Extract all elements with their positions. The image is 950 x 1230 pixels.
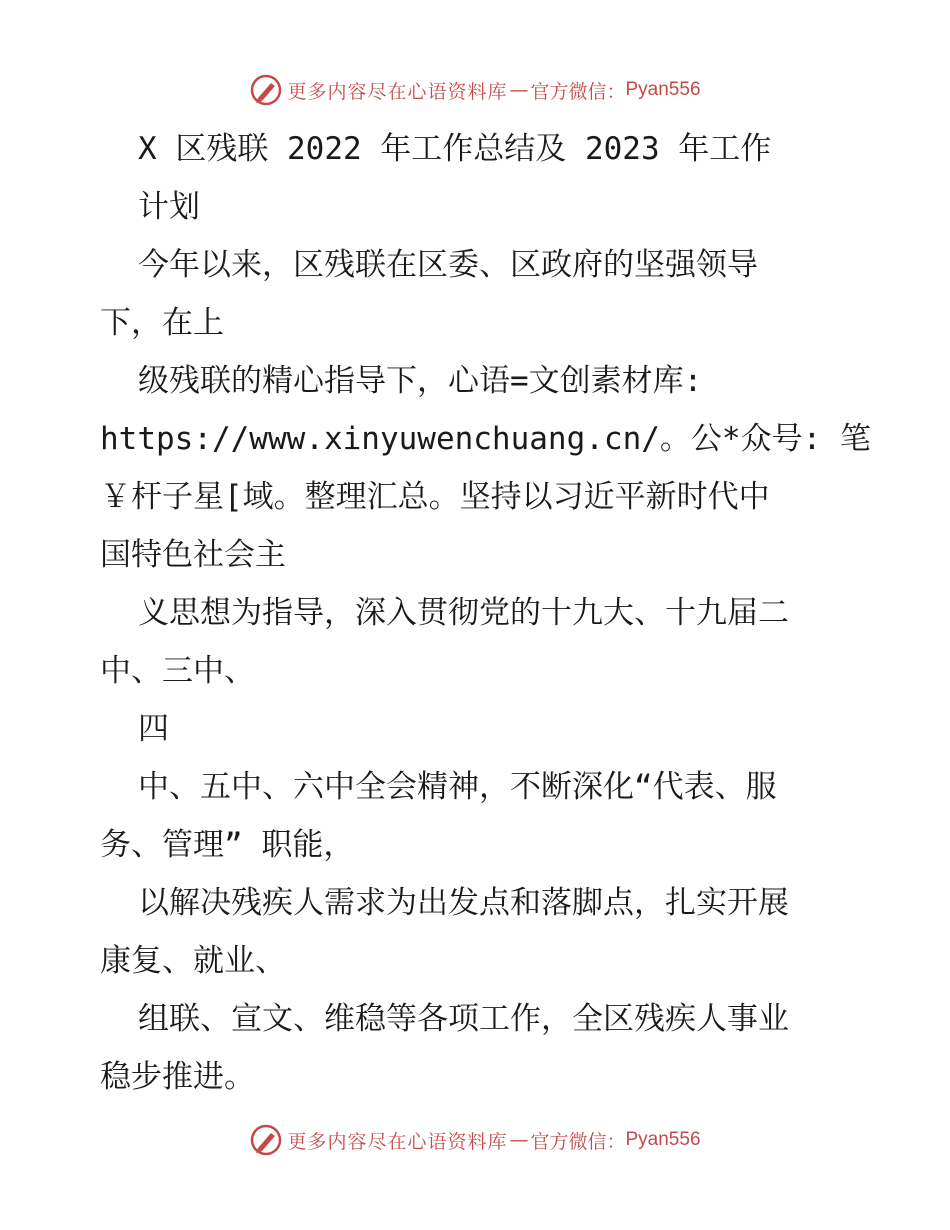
document-title-line: X 区残联 2022 年工作总结及 2023 年工作 [138, 131, 772, 167]
watermark-handle: Pyan556 [625, 1129, 701, 1150]
paragraph-line: 务、管理” 职能， [100, 827, 355, 863]
watermark-handle: Pyan556 [625, 79, 701, 100]
paragraph-line: 级残联的精心指导下，心语=文创素材库: [138, 363, 703, 399]
paragraph-line: 义思想为指导，深入贯彻党的十九大、十九届二 [138, 595, 789, 631]
watermark-text: 更多内容尽在心语资料库 [287, 80, 508, 103]
pen-logo-icon [249, 1123, 283, 1157]
paragraph-line: 下，在上 [100, 305, 224, 341]
watermark-contact: 官方微信： [530, 80, 626, 103]
paragraph-line: 今年以来，区残联在区委、区政府的坚强领导 [138, 247, 758, 283]
paragraph-line: 国特色社会主 [100, 537, 286, 573]
paragraph-line: 组联、宣文、维稳等各项工作，全区残疾人事业 [138, 1001, 789, 1037]
watermark-separator: — [509, 1129, 529, 1151]
document-body [100, 120, 871, 1106]
watermark-text: 更多内容尽在心语资料库 [287, 1130, 508, 1153]
paragraph-line: 中、五中、六中全会精神，不断深化“代表、服 [138, 769, 777, 805]
paragraph-line: https://www.xinyuwenchuang.cn/。公*众号: 笔 [100, 421, 871, 457]
watermark-separator: — [509, 79, 529, 101]
pen-logo-icon [249, 73, 283, 107]
paragraph-line: 康复、就业、 [100, 943, 286, 979]
watermark-contact: 官方微信： [530, 1130, 626, 1153]
paragraph-line: 中、三中、 [100, 653, 255, 689]
paragraph-line: 四 [138, 711, 169, 747]
document-title-line: 计划 [138, 189, 200, 225]
paragraph-line: 以解决残疾人需求为出发点和落脚点，扎实开展 [138, 885, 789, 921]
paragraph-line: 稳步推进。 [100, 1059, 255, 1095]
watermark-header [0, 70, 950, 110]
watermark-footer [0, 1120, 950, 1160]
paragraph-line: ￥杆子星[域。整理汇总。坚持以习近平新时代中 [100, 479, 770, 515]
